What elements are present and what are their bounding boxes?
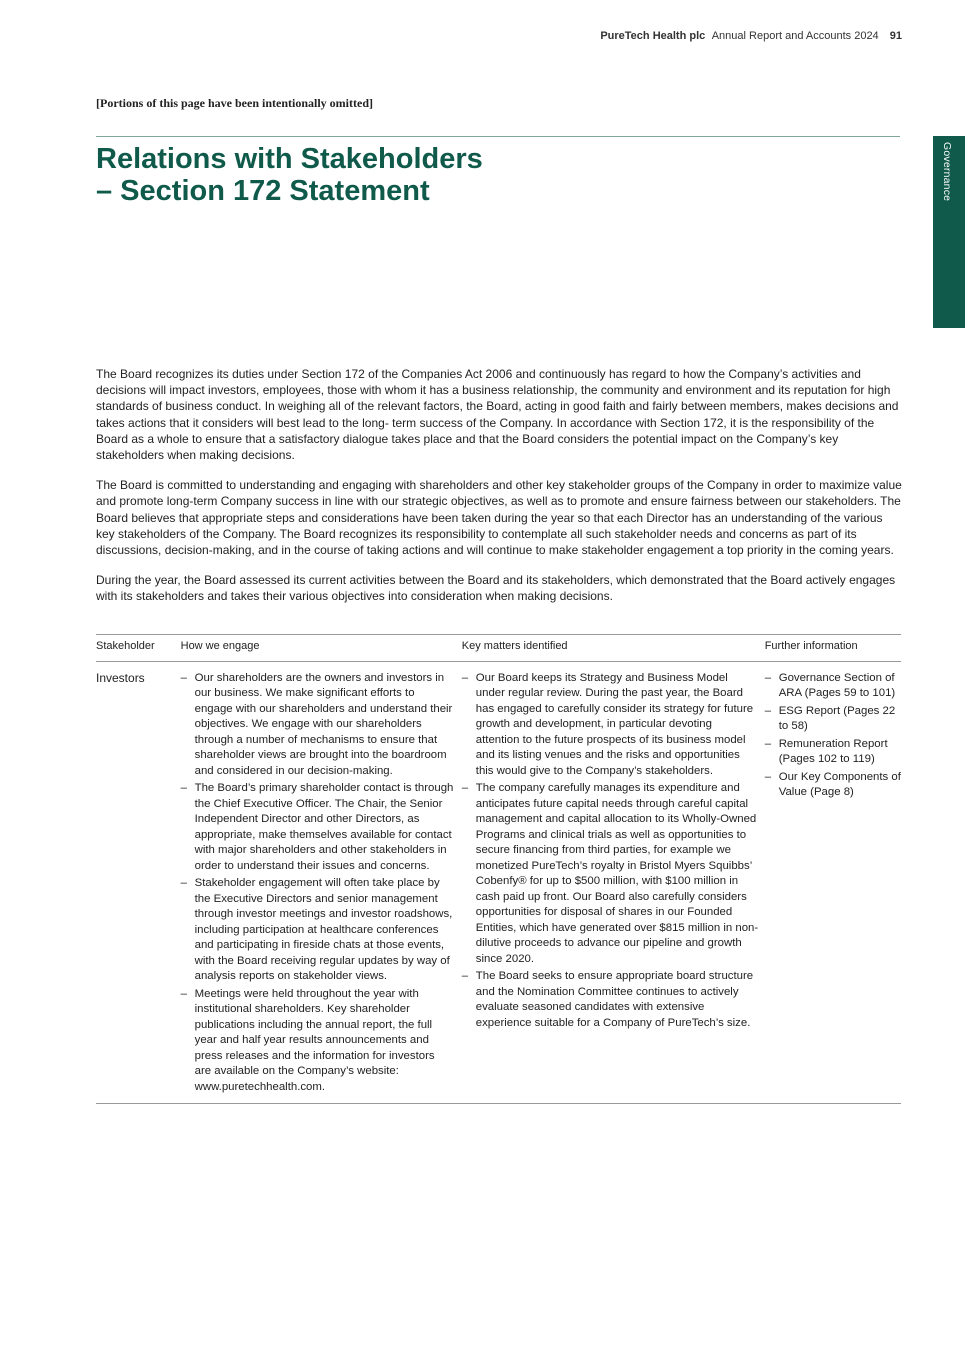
omitted-note: [Portions of this page have been intentionally omitted] (96, 96, 373, 110)
table-header-row (96, 635, 901, 662)
engage-list (181, 671, 454, 1096)
list-item: – Our shareholders are the owners and investors in our business. We make significant efforts to engage with our shareholders and understand their objectives. We engage with our shareholders through a number of mechanisms to ensure that shareholder views are brought into the boardroom and considered in our decision-making. (181, 671, 454, 780)
list-item: – The company carefully manages its expenditure and anticipates future capital needs through careful capital management and capital allocation to its Wholly-Owned Programs and clinical trials as well as opportunities to secure financing from third parties, for example we monetized PureTech’s royalty in Bristol Myers Squibbs’ Cobenfy® for up to $500 million, with $100 million in cash paid up front. Our Board also carefully considers opportunities for disposal of shares in our Founded Entities, which have generated over $815 million in non-dilutive proceeds to advance our pipeline and growth since 2020. (462, 781, 759, 967)
column-header: Stakeholder (96, 635, 181, 662)
intro-text (96, 366, 902, 619)
stakeholder-table (96, 634, 901, 1104)
list-item: – The Board’s primary shareholder contact is through the Chief Executive Officer. The Chair, the Senior Independent Director and other Directors, as appropriate, make themselves available for contact with major shareholders and other stakeholders in order to understand their issues and concerns. (181, 781, 454, 874)
title-line-2: – Section 172 Statement (96, 175, 430, 207)
paragraph: The Board is committed to understanding and engaging with shareholders and other key stakeholder groups of the Company in order to maximize value and promote long-term Company success in line with our strategic objectives, as well as to promote and ensure fairness between our stakeholders. The Board believes that appropriate steps and considerations have been taken during the year so that each Director has an understanding of the various key stakeholders of the Company. The Board recognizes its responsibility to contemplate all such stakeholder needs and concerns as part of its discussions, decision-making, and in the course of taking actions and will continue to make stakeholder engagement a top priority in the coming years. (96, 478, 902, 558)
further-info-cell (765, 661, 901, 1104)
list-item: – Our Key Components of Value (Page 8) (765, 770, 901, 801)
column-header: Further information (765, 635, 901, 662)
list-item: – The Board seeks to ensure appropriate board structure and the Nomination Committee continues to actively evaluate seasoned candidates with extensive experience suitable for a Company of PureTech’s size. (462, 969, 759, 1031)
stakeholder-cell (96, 661, 181, 1104)
paragraph: During the year, the Board assessed its current activities between the Board and its stakeholders, which demonstrated that the Board actively engages with its stakeholders and takes their various objectives into consideration when making decisions. (96, 573, 896, 604)
section-tab-label: Governance (941, 142, 953, 202)
company-name: PureTech Health plc (600, 30, 706, 42)
list-item: – Meetings were held throughout the year with institutional shareholders. Key shareholder publications including the annual report, the full year and half year results announcements and press releases and the information for investors are available on the Company’s website: www.puretechhealth.com. (181, 987, 454, 1096)
page-number: 91 (889, 30, 902, 42)
section-tab (933, 136, 965, 328)
list-item: – Governance Section of ARA (Pages 59 to 101) (765, 671, 901, 702)
list-item: – Our Board keeps its Strategy and Business Model under regular review. During the past year, the Board has engaged to carefully consider its strategy for future growth and development, in particular devoting attention to the future prospects of its business model and its listing venues and the risks and opportunities this would give to the Company’s stakeholders. (462, 671, 759, 780)
page-title (96, 143, 483, 207)
key-matters-cell (462, 661, 765, 1104)
column-header: Key matters identified (462, 635, 765, 662)
table-row (96, 661, 901, 1104)
how-we-engage-cell (181, 661, 462, 1104)
further-info-list (765, 671, 901, 801)
title-line-1: Relations with Stakeholders (96, 143, 483, 175)
list-item: – ESG Report (Pages 22 to 58) (765, 704, 901, 735)
list-item: – Stakeholder engagement will often take place by the Executive Directors and senior management through investor meetings and investor roadshows, including participation at healthcare conferences and participating in fireside chats at those events, with the Board receiving regular updates by way of analysis reports on stakeholder views. (181, 876, 454, 985)
key-matters-list (462, 671, 759, 1032)
list-item: – Remuneration Report (Pages 102 to 119) (765, 737, 901, 768)
stakeholder-name: Investors (96, 670, 145, 685)
running-header (600, 30, 902, 42)
report-name: Annual Report and Accounts 2024 (711, 30, 879, 42)
section-divider (96, 136, 900, 137)
column-header: How we engage (181, 635, 462, 662)
paragraph: The Board recognizes its duties under Section 172 of the Companies Act 2006 and continuously has regard to how the Company’s activities and decisions will impact investors, employees, those with whom it has a business relationship, the community and environment and its reputation for high standards of business conduct. In weighing all of the relevant factors, the Board, acting in good faith and fairly between members, makes decisions and takes actions that it considers will best lead to the long- term success of the Company. In accordance with Section 172, it is the responsibility of the Board as a whole to ensure that a satisfactory dialogue takes place and that the Board considers the potential impact on the Company’s key stakeholders when making decisions. (96, 367, 899, 463)
